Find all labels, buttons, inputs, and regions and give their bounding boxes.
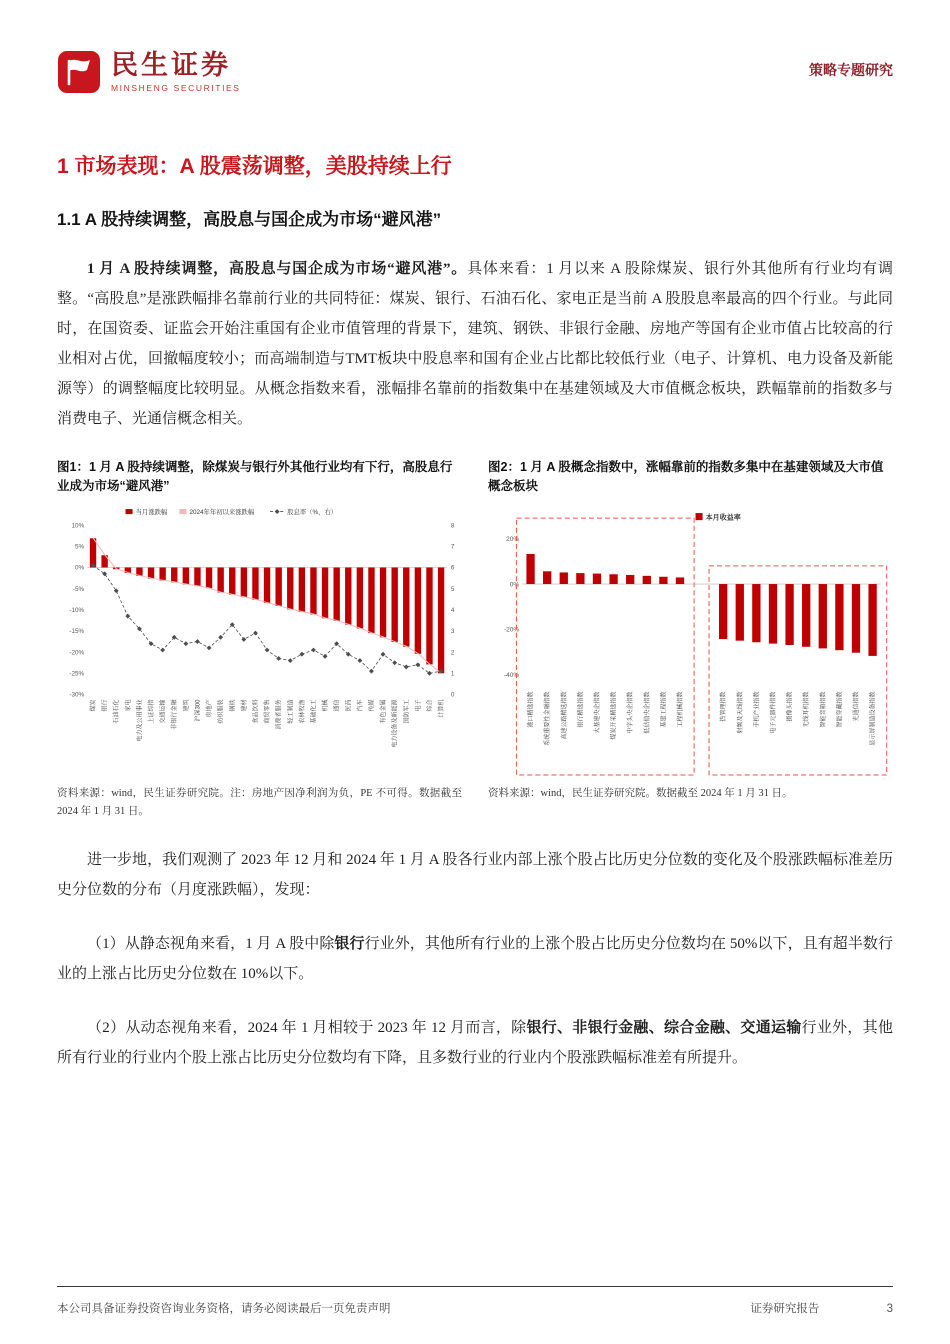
subsection-heading: 1.1 A 股持续调整，高股息与国企成为市场“避风港” xyxy=(57,210,442,229)
svg-text:港口精选指数: 港口精选指数 xyxy=(528,691,535,728)
svg-text:非银行金融: 非银行金融 xyxy=(172,699,179,730)
page-number: 3 xyxy=(886,1303,893,1315)
svg-text:0%: 0% xyxy=(75,564,85,572)
svg-text:有色金属: 有色金属 xyxy=(381,699,388,724)
logo-text xyxy=(111,51,241,92)
svg-text:煤炭: 煤炭 xyxy=(91,699,98,712)
minsheng-logo-icon xyxy=(57,50,101,94)
svg-text:沪深300: 沪深300 xyxy=(195,699,202,722)
svg-text:当月涨跌幅: 当月涨跌幅 xyxy=(135,509,168,517)
svg-text:智能音箱指数: 智能音箱指数 xyxy=(820,691,827,728)
svg-text:电子元器件指数: 电子元器件指数 xyxy=(770,691,777,734)
svg-text:2: 2 xyxy=(450,649,455,657)
svg-text:电力及公用事业: 电力及公用事业 xyxy=(137,699,144,742)
svg-text:0: 0 xyxy=(450,691,455,699)
footer-divider xyxy=(57,1286,893,1287)
svg-text:基建工程指数: 基建工程指数 xyxy=(661,691,668,728)
paragraph-2: 进一步地，我们观测了 2023 年 12 月和 2024 年 1 月 A 股各行业内部上涨个股占比历史分位数的变化及个股涨跌幅标准差历史分位数的分布（月度涨跌幅），发现： xyxy=(57,851,893,898)
svg-text:0%: 0% xyxy=(509,581,520,589)
svg-text:家电: 家电 xyxy=(125,699,132,712)
paragraph-4 xyxy=(57,1013,893,1073)
svg-text:3: 3 xyxy=(450,628,455,636)
svg-text:-10%: -10% xyxy=(69,607,85,615)
figure-2-chart xyxy=(488,501,893,783)
svg-text:-40%: -40% xyxy=(503,672,520,680)
footer-disclaimer: 本公司具备证券投资咨询业务资格，请务必阅读最后一页免责声明 xyxy=(57,1303,391,1315)
svg-text:银行: 银行 xyxy=(102,699,109,712)
svg-text:光通信指数: 光通信指数 xyxy=(854,691,861,722)
page-footer xyxy=(57,1286,893,1344)
svg-text:-20%: -20% xyxy=(503,626,520,634)
svg-text:无线耳机指数: 无线耳机指数 xyxy=(804,691,811,728)
svg-text:-5%: -5% xyxy=(72,585,85,593)
figure-2-source: 资料来源：wind，民生证券研究院。数据截至 2024 年 1 月 31 日。 xyxy=(488,788,793,800)
paragraph-4-pre: （2）从动态视角来看，2024 年 1 月相较于 2023 年 12 月而言，除 xyxy=(87,1019,527,1036)
svg-text:商贸零售: 商贸零售 xyxy=(265,699,272,724)
logo-cn-text: 民生证券 xyxy=(111,50,231,81)
svg-text:手机产业指数: 手机产业指数 xyxy=(754,691,761,728)
paragraph-1 xyxy=(57,254,893,434)
paragraph-4-post: 行业外，其他所有行业的行业内个股上涨占比历史分位数均有下降，且多数行业的行业内个股涨跌幅标准差有所提升。 xyxy=(57,1019,893,1066)
figure-1 xyxy=(57,458,462,821)
svg-text:-20%: -20% xyxy=(69,649,85,657)
svg-text:通信: 通信 xyxy=(334,699,341,712)
svg-text:机械: 机械 xyxy=(323,699,330,712)
svg-text:股息率（%，右）: 股息率（%，右） xyxy=(287,509,338,517)
paragraph-3 xyxy=(57,929,893,989)
svg-text:轻工制造: 轻工制造 xyxy=(288,699,295,724)
svg-text:2024年年初以来涨跌幅: 2024年年初以来涨跌幅 xyxy=(189,509,255,517)
logo-en-text: MINSHENG SECURITIES xyxy=(111,82,241,93)
paragraph-3-post: 行业外，其他所有行业的上涨个股占比历史分位数均在 50%以下，且有超半数行业的上涨占比历史分位数在 10%以下。 xyxy=(57,935,893,982)
paragraph-1-body: 具体来看：1 月以来 A 股除煤炭、银行外其他所有行业均有调整。“高股息”是涨跌幅排名靠前行业的共同特征：煤炭、银行、石油石化、家电正是当前 A 股股息率最高的四个行业。与此同时，在国资委、证监会开始注重国有企业市值管理的背景下，建筑、钢铁、非银行金融、房地产等国有企业市值占比较高的行业相对占优，回撤幅度较小；而高端制造与TMT板块中股息率和国有企业占比都比较低行业（电子、计算机、电力设备及新能源等）的调整幅度比较明显。从概念指数来看，涨幅排名靠前的指数集中在基建领域及大市值概念板块，跌幅靠前的指数多与消费电子、光通信概念相关。 xyxy=(57,261,893,427)
figure-2 xyxy=(488,458,893,821)
svg-text:智能穿戴指数: 智能穿戴指数 xyxy=(837,691,844,728)
svg-text:农林牧渔: 农林牧渔 xyxy=(299,699,306,724)
svg-text:综合: 综合 xyxy=(427,699,434,712)
footer-right-group xyxy=(750,1300,893,1316)
svg-text:-25%: -25% xyxy=(69,670,85,678)
svg-text:上证综指: 上证综指 xyxy=(149,699,156,724)
svg-text:5%: 5% xyxy=(75,543,85,551)
svg-text:8: 8 xyxy=(450,522,455,530)
svg-text:中字头央企指数: 中字头央企指数 xyxy=(628,691,635,734)
svg-text:银行精选指数: 银行精选指数 xyxy=(578,691,585,728)
svg-text:煤炭开采精选指数: 煤炭开采精选指数 xyxy=(611,691,618,740)
svg-text:10%: 10% xyxy=(71,522,85,530)
svg-text:热管理指数: 热管理指数 xyxy=(721,691,728,722)
svg-text:电力设备及新能源: 电力设备及新能源 xyxy=(392,699,399,748)
footer-report-type: 证券研究报告 xyxy=(750,1303,820,1315)
svg-text:工程机械指数: 工程机械指数 xyxy=(678,691,685,728)
figure-1-source: 资料来源：wind，民生证券研究院。注：房地产因净利润为负，PE 不可得。数据截至 2024 年 1 月 31 日。 xyxy=(57,788,462,817)
svg-text:显示屏制造设备指数: 显示屏制造设备指数 xyxy=(870,691,877,746)
paragraph-4-bold: 银行、非银行金融、综合金融、交通运输 xyxy=(526,1019,802,1036)
report-category-label: 策略专题研究 xyxy=(809,62,893,78)
svg-text:20%: 20% xyxy=(506,535,520,543)
svg-text:国防军工: 国防军工 xyxy=(404,699,411,724)
figure-1-chart xyxy=(57,501,462,783)
paragraph-3-pre: （1）从静态视角来看，1 月 A 股中除 xyxy=(87,935,335,952)
figure-1-title: 图1：1 月 A 股持续调整，除煤炭与银行外其他行业均有下行，高股息行业成为市场“避风港” xyxy=(57,460,453,494)
svg-text:房地产: 房地产 xyxy=(207,699,214,718)
svg-text:传媒: 传媒 xyxy=(369,699,376,712)
svg-text:纺织服装: 纺织服装 xyxy=(218,699,225,724)
svg-text:石油石化: 石油石化 xyxy=(114,699,121,724)
svg-text:消费者服务: 消费者服务 xyxy=(276,699,283,730)
svg-text:钢铁: 钢铁 xyxy=(230,699,237,712)
svg-text:本月收益率: 本月收益率 xyxy=(705,514,741,522)
svg-text:低估值央企指数: 低估值央企指数 xyxy=(644,691,651,734)
svg-text:射频及天线指数: 射频及天线指数 xyxy=(737,691,744,734)
svg-text:计算机: 计算机 xyxy=(439,699,446,718)
paragraph-3-bold: 银行 xyxy=(334,935,365,952)
svg-text:交通运输: 交通运输 xyxy=(160,699,167,724)
svg-text:1: 1 xyxy=(450,670,455,678)
svg-text:系统重要性金融指数: 系统重要性金融指数 xyxy=(545,691,552,746)
svg-text:建筑: 建筑 xyxy=(183,699,190,712)
minsheng-logo xyxy=(57,50,241,94)
section-heading: 1 市场表现：A 股震荡调整，美股持续上行 xyxy=(57,155,452,178)
svg-text:高速公路精选指数: 高速公路精选指数 xyxy=(561,691,568,740)
svg-text:6: 6 xyxy=(450,564,455,572)
svg-text:摄像头指数: 摄像头指数 xyxy=(787,691,794,722)
svg-text:-15%: -15% xyxy=(69,628,85,636)
svg-text:食品饮料: 食品饮料 xyxy=(253,699,260,724)
figure-2-title: 图2：1 月 A 股概念指数中，涨幅靠前的指数多集中在基建领域及大市值概念板块 xyxy=(488,460,884,494)
paragraph-1-lead: 1 月 A 股持续调整，高股息与国企成为市场“避风港”。 xyxy=(87,261,468,277)
svg-text:汽车: 汽车 xyxy=(357,699,364,712)
svg-text:基础化工: 基础化工 xyxy=(311,699,318,724)
svg-text:4: 4 xyxy=(450,607,455,615)
svg-text:7: 7 xyxy=(450,543,455,551)
svg-text:-30%: -30% xyxy=(69,691,85,699)
svg-text:医药: 医药 xyxy=(346,699,353,712)
figure-row xyxy=(57,458,893,821)
svg-text:大基建央企指数: 大基建央企指数 xyxy=(594,691,601,734)
svg-text:5: 5 xyxy=(450,585,455,593)
page-header xyxy=(57,50,893,94)
svg-text:电子: 电子 xyxy=(415,699,422,712)
svg-text:建材: 建材 xyxy=(241,699,248,712)
